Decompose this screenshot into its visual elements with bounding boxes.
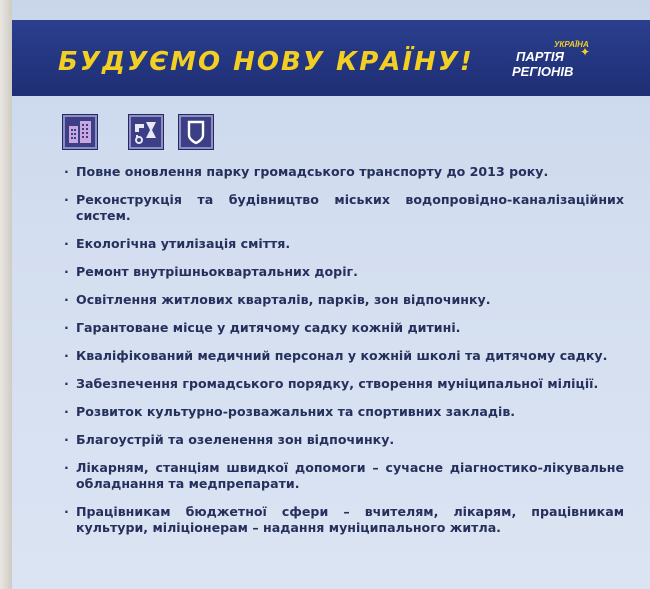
logo-country: УКРАЇНА xyxy=(554,40,589,49)
list-item: · Повне оновлення парку громадського транспорту до 2013 року. xyxy=(64,164,549,179)
list-item: · Благоустрій та озеленення зон відпочинку. xyxy=(64,432,395,447)
list-item: · Розвиток культурно-розважальних та спортивних закладів. xyxy=(64,404,516,419)
logo-line-1: ПАРТІЯ xyxy=(516,49,564,64)
shield-icon xyxy=(178,114,214,150)
header-banner xyxy=(12,20,650,96)
list-item: · Кваліфікований медичний персонал у кожній школі та дитячому садку. xyxy=(64,348,608,363)
list-item: · Забезпечення громадського порядку, створення муніципальної міліції. xyxy=(64,376,599,391)
list-item: · Працівникам бюджетної сфери – вчителям, лікарям, працівникам культури, міліціонерам – надання муніципального житла. xyxy=(64,504,624,535)
party-logo xyxy=(502,40,622,86)
water-pipe-icon xyxy=(128,114,164,150)
logo-line-2: РЕГІОНІВ xyxy=(512,64,574,79)
list-item: · Освітлення житлових кварталів, парків, зон відпочинку. xyxy=(64,292,491,307)
list-item: · Ремонт внутрішньоквартальних доріг. xyxy=(64,264,358,279)
page-title: БУДУЄМО НОВУ КРАЇНУ! xyxy=(58,47,474,77)
page-fold xyxy=(0,0,12,589)
list-item: · Лікарням, станціям швидкої допомоги – сучасне діагностико-лікувальне обладнання та медпрепарати. xyxy=(64,460,624,491)
logo-star-icon: ✦ xyxy=(580,45,591,59)
list-item: · Гарантоване місце у дитячому садку кожній дитині. xyxy=(64,320,461,335)
list-item: · Екологічна утилізація сміття. xyxy=(64,236,291,251)
program-list xyxy=(64,164,624,536)
buildings-icon xyxy=(62,114,98,150)
leaflet-page xyxy=(12,0,650,589)
list-item: · Реконструкція та будівництво міських водопровідно-каналізаційних систем. xyxy=(64,192,624,223)
